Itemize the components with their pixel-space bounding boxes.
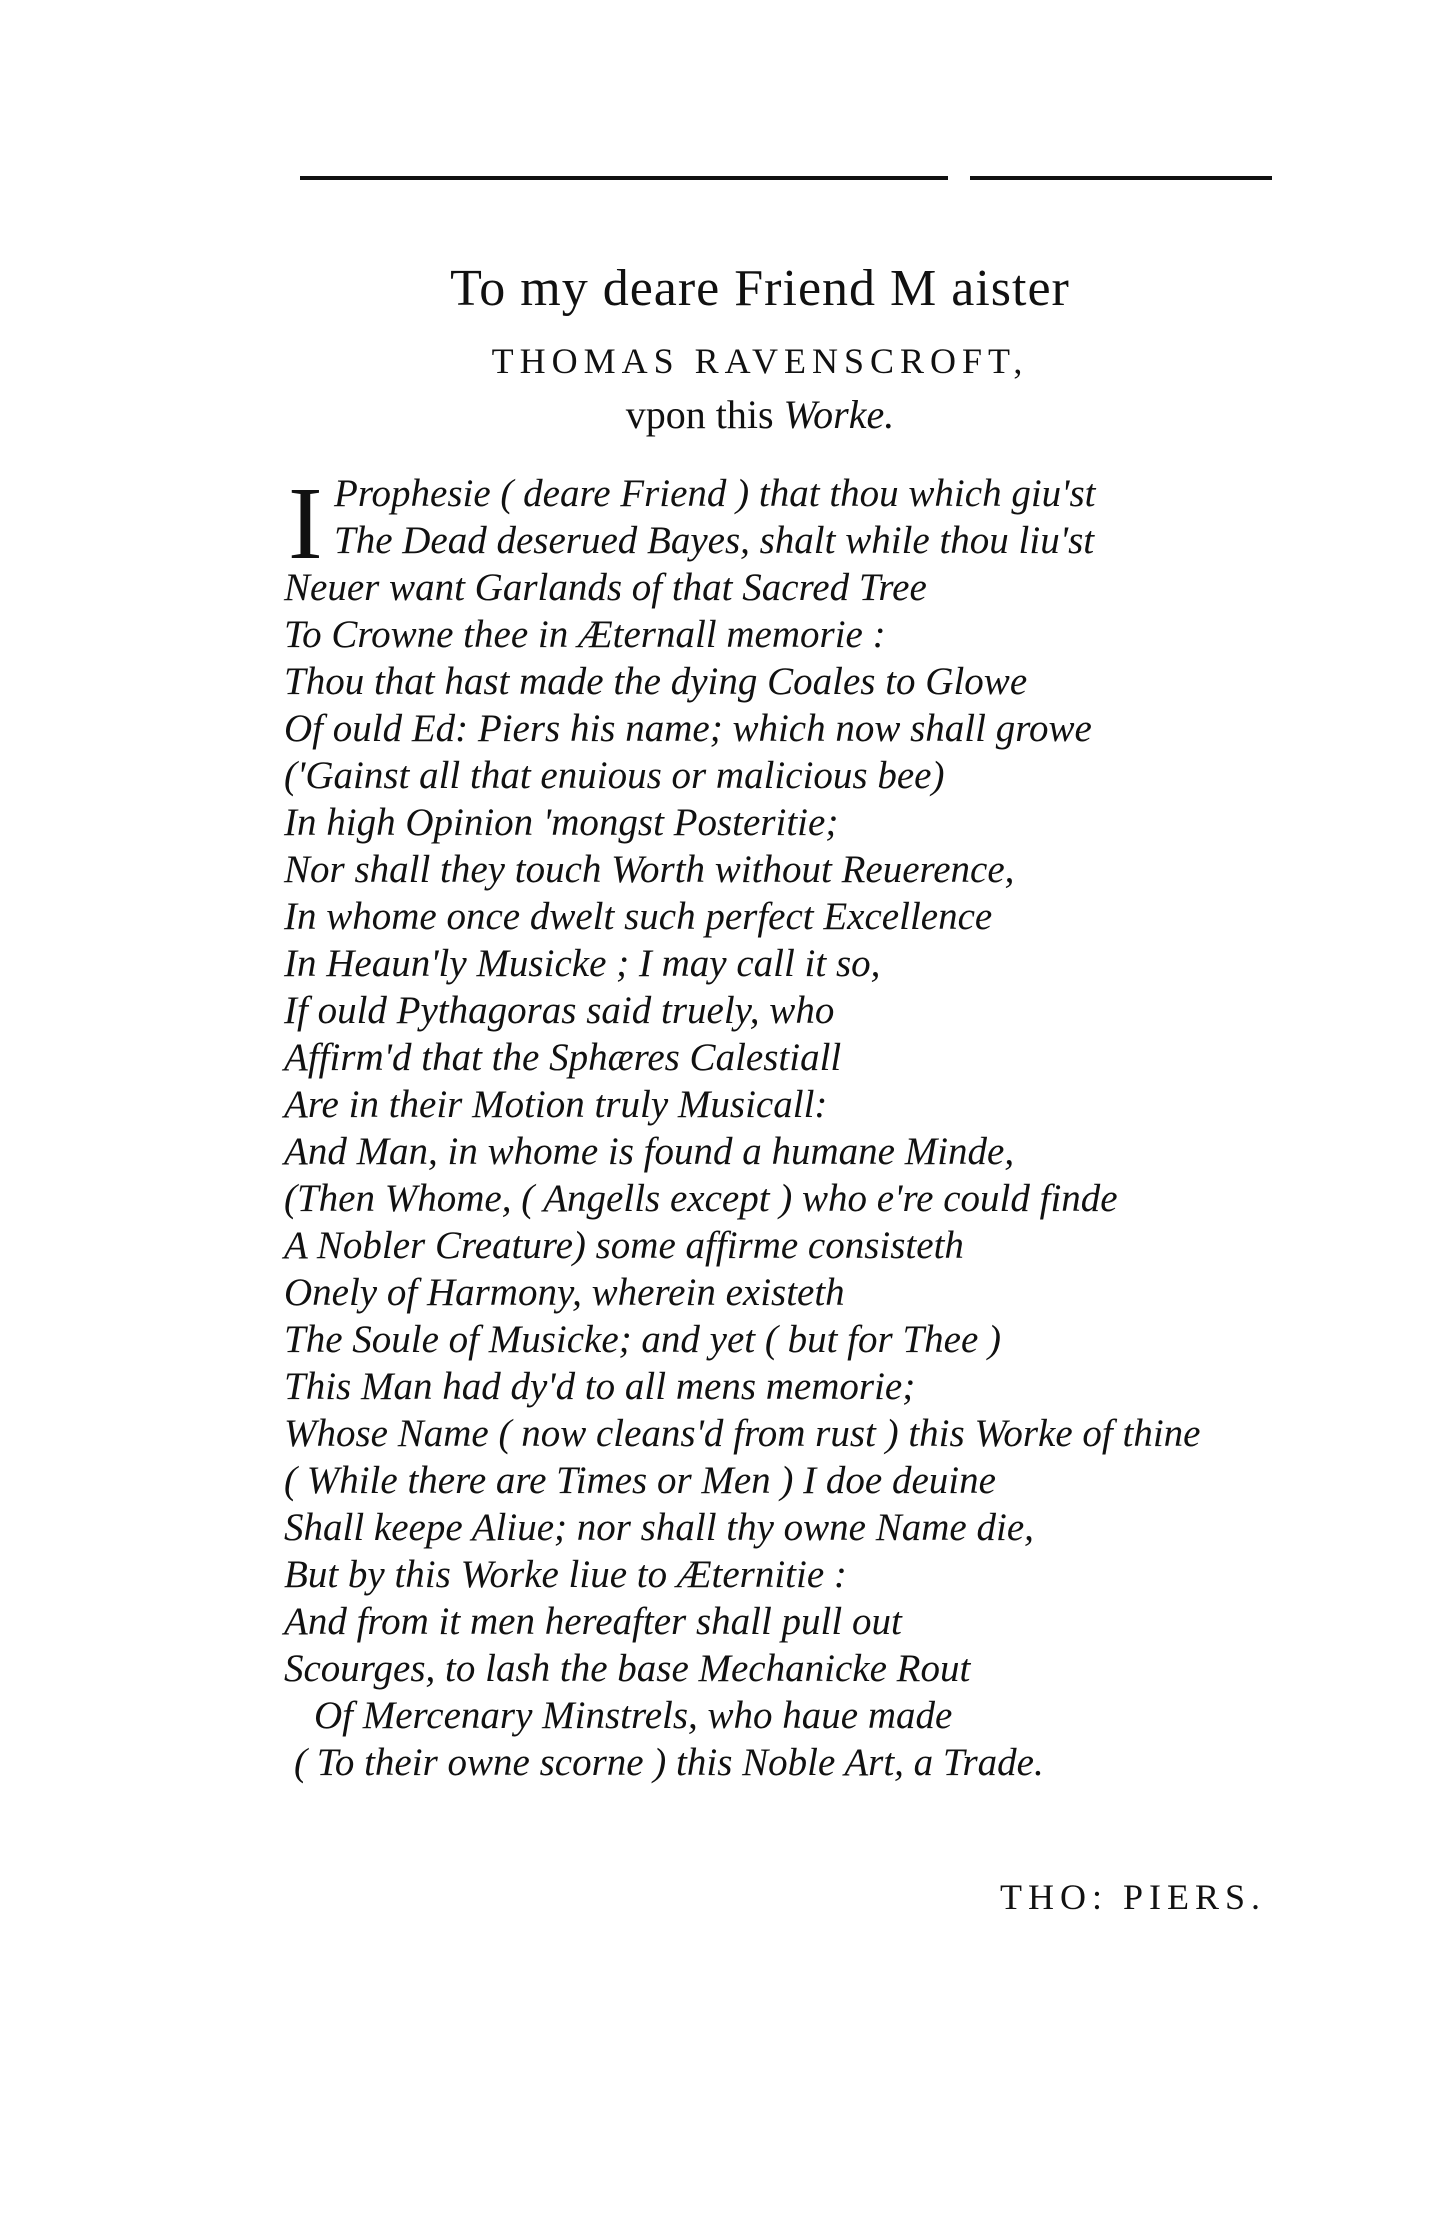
poem-line-7: ('Gainst all that enuious or malicious bee) xyxy=(284,754,945,797)
poem-line-12: If ould Pythagoras said truely, who xyxy=(284,989,835,1032)
poem-line-28: ( To their owne scorne ) this Noble Art, a Trade. xyxy=(294,1741,1044,1784)
dedication-title: To my deare Friend M aister xyxy=(450,260,1070,317)
poem-line-11: In Heaun'ly Musicke ; I may call it so, xyxy=(284,942,881,985)
poem-line-17: A Nobler Creature) some affirme consisteth xyxy=(284,1224,964,1267)
poem-line-16: (Then Whome, ( Angells except ) who e're could finde xyxy=(284,1177,1118,1220)
poem-line-19: The Soule of Musicke; and yet ( but for Thee ) xyxy=(284,1318,1001,1361)
top-rule-left xyxy=(300,176,948,180)
poem-line-13: Affirm'd that the Sphæres Calestiall xyxy=(284,1036,842,1079)
poem-line-23: Shall keepe Aliue; nor shall thy owne Name die, xyxy=(284,1506,1034,1549)
poem-line-20: This Man had dy'd to all mens memorie; xyxy=(284,1365,916,1408)
poem-line-15: And Man, in whome is found a humane Minde, xyxy=(284,1130,1015,1173)
poem-line-6: Of ould Ed: Piers his name; which now shall growe xyxy=(284,707,1092,750)
top-rule-right xyxy=(970,176,1272,180)
dedication-subtitle xyxy=(380,390,1140,440)
poem-line-5: Thou that hast made the dying Coales to Glowe xyxy=(284,660,1028,703)
poem-line-4: To Crowne thee in Æternall memorie : xyxy=(284,613,886,656)
poem-line-2: The Dead deserued Bayes, shalt while thou liu'st xyxy=(334,519,1095,562)
poem-line-24: But by this Worke liue to Æternitie : xyxy=(284,1553,847,1596)
subtitle-italic: Worke. xyxy=(783,392,895,437)
poem-line-10: In whome once dwelt such perfect Excellence xyxy=(284,895,993,938)
poem-line-9: Nor shall they touch Worth without Reuerence, xyxy=(284,848,1015,891)
poem-line-14: Are in their Motion truly Musicall: xyxy=(284,1083,828,1126)
poem-line-21: Whose Name ( now cleans'd from rust ) this Worke of thine xyxy=(284,1412,1201,1455)
dedicatee-name: THOMAS RAVENSCROFT, xyxy=(491,341,1029,381)
poem-line-1: Prophesie ( deare Friend ) that thou which giu'st xyxy=(334,472,1096,515)
signature: THO: PIERS. xyxy=(1000,1877,1267,1917)
poem-line-8: In high Opinion 'mongst Posteritie; xyxy=(284,801,839,844)
drop-cap: I xyxy=(288,466,323,581)
poem-line-26: Scourges, to lash the base Mechanicke Rout xyxy=(284,1647,971,1690)
poem-line-18: Onely of Harmony, wherein existeth xyxy=(284,1271,845,1314)
poem-line-27: Of Mercenary Minstrels, who haue made xyxy=(314,1694,953,1737)
poem-line-25: And from it men hereafter shall pull out xyxy=(284,1600,902,1643)
poem-line-22: ( While there are Times or Men ) I doe deuine xyxy=(284,1459,996,1502)
subtitle-prefix: vpon this xyxy=(625,392,774,437)
poem-line-3: Neuer want Garlands of that Sacred Tree xyxy=(284,566,927,609)
